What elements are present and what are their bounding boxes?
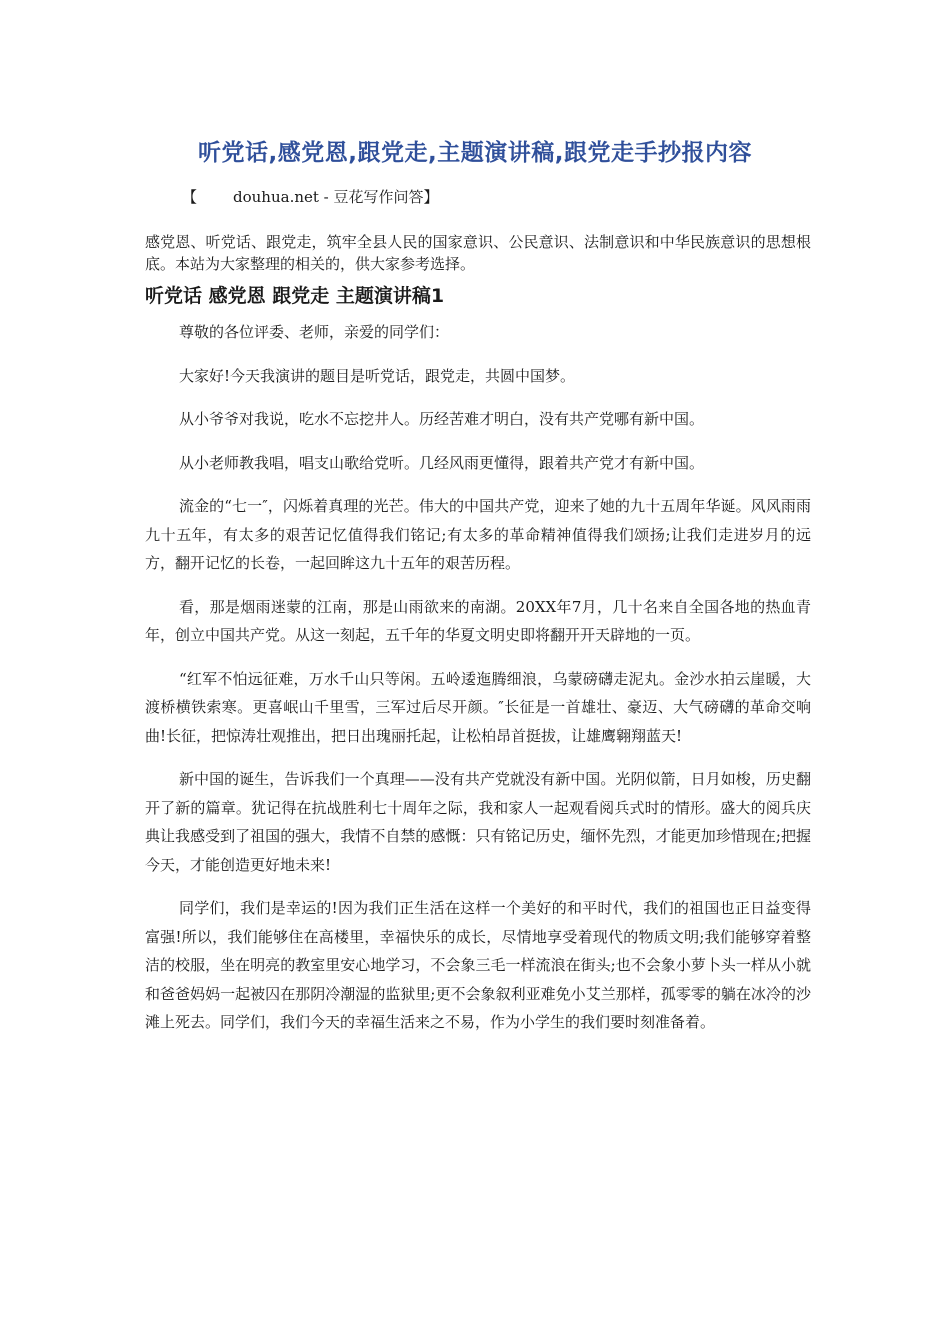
paragraph: 同学们，我们是幸运的!因为我们正生活在这样一个美好的和平时代，我们的祖国也正日益变得富强!所以，我们能够住在高楼里，幸福快乐的成长，尽情地享受着现代的物质文明;我们能够穿着整洁的校服，坐在明亮的教室里安心地学习，不会象三毛一样流浪在街头;也不会象小萝卜头一样从小就和爸爸妈妈一起被囚在那阴冷潮湿的监狱里;更不会象叙利亚难免小艾兰那样，孤零零的躺在冰冷的沙滩上死去。同学们，我们今天的幸福生活来之不易，作为小学生的我们要时刻准备着。 [145,899,811,1031]
intro-paragraph: 感党恩、听党话、跟党走，筑牢全县人民的国家意识、公民意识、法制意识和中华民族意识的思想根底。本站为大家整理的相关的，供大家参考选择。 [145,233,811,273]
paragraph: 从小老师教我唱，唱支山歌给党听。几经风雨更懂得，跟着共产党才有新中国。 [179,453,705,472]
paragraph: 流金的“七一″，闪烁着真理的光芒。伟大的中国共产党，迎来了她的九十五周年华诞。风风雨雨九十五年，有太多的艰苦记忆值得我们铭记;有太多的革命精神值得我们颂扬;让我们走进岁月的远方，翻开记忆的长卷，一起回眸这九十五年的艰苦历程。 [145,497,811,572]
paragraph: “红军不怕远征难，万水千山只等闲。五岭逶迤腾细浪，乌蒙磅礴走泥丸。金沙水拍云崖暖，大渡桥横铁索寒。更喜岷山千里雪，三军过后尽开颜。″长征是一首雄壮、豪迈、大气磅礴的革命交响曲!长征，把惊涛壮观推出，把日出瑰丽托起，让松柏昂首挺拔，让雄鹰翱翔蓝天! [145,669,811,745]
paragraph: 新中国的诞生，告诉我们一个真理——没有共产党就没有新中国。光阴似箭，日月如梭，历史翻开了新的篇章。犹记得在抗战胜利七十周年之际，我和家人一起观看阅兵式时的情形。盛大的阅兵庆典让我感受到了祖国的强大，我情不自禁的感慨：只有铭记历史，缅怀先烈，才能更加珍惜现在;把握今天，才能创造更好地未来! [145,770,811,874]
source-line [182,186,439,207]
paragraph: 尊敬的各位评委、老师，亲爱的同学们： [179,323,450,341]
paragraph: 大家好!今天我演讲的题目是听党话，跟党走，共圆中国梦。 [179,366,576,385]
document-title: 听党话,感党恩,跟党走,主题演讲稿,跟党走手抄报内容 [198,140,752,166]
section-heading: 听党话 感党恩 跟党走 主题演讲稿1 [145,285,445,307]
paragraph: 看，那是烟雨迷蒙的江南，那是山雨欲来的南湖。20XX年7月，几十名来自全国各地的热血青年，创立中国共产党。从这一刻起，五千年的华夏文明史即将翻开开天辟地的一页。 [145,597,811,644]
source-text: douhua.net - 豆花写作问答】 [233,188,439,206]
speech-body [145,318,811,1052]
paragraph: 从小爷爷对我说，吃水不忘挖井人。历经苦难才明白，没有共产党哪有新中国。 [179,410,705,428]
source-open-bracket: 【 [182,188,198,206]
